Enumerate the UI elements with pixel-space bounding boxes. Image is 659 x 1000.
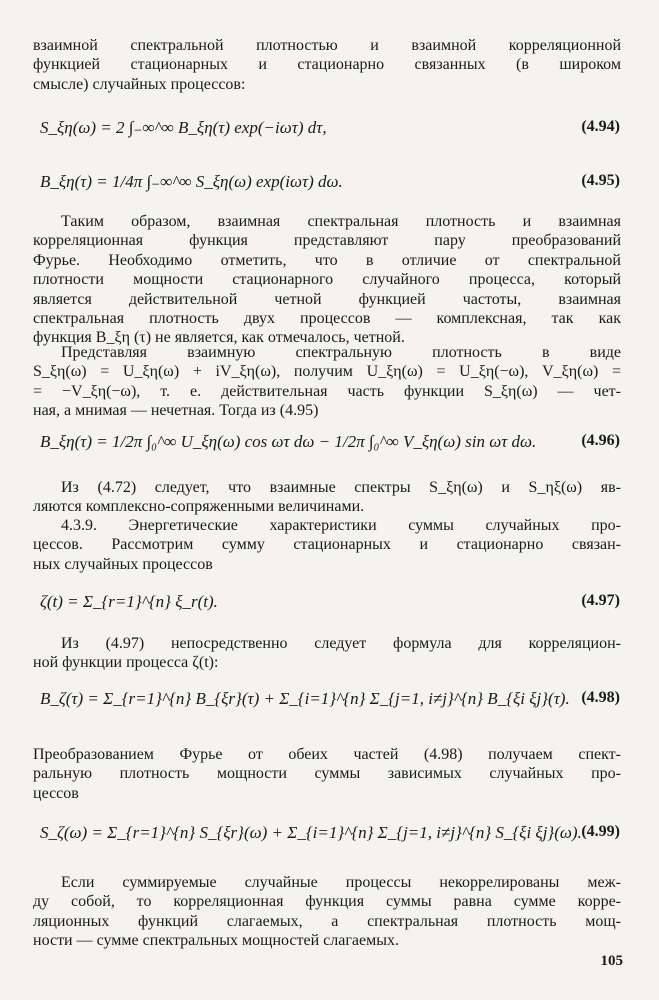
text-line: плотности мощности стационарного случайного процесса, который [33,271,621,289]
paragraph-spectral-sum [33,745,621,803]
text-line: Фурье. Необходимо отметить, что в отличие от спектральной [33,251,621,269]
equation-4-97 [40,578,620,630]
paragraph-representation [33,343,621,421]
equation-number: (4.96) [581,432,620,449]
text-line: ной функции процесса ζ(t): [33,654,219,672]
text-line: ная, а мнимая — нечетная. Тогда из (4.95) [33,402,319,420]
equation-4-94 [40,104,620,156]
text-line: 4.3.9. Энергетические характеристики суммы случайных про- [61,517,621,534]
text-line: спектральная плотность двух процессов — комплексная, так как [33,310,621,328]
text-line: цессов. Рассмотрим сумму стационарных и стационарно связан- [33,536,621,554]
equation-number: (4.95) [581,172,620,189]
text-line: Из (4.97) непосредственно следует формула для корреляцион- [61,635,621,652]
text-line: ду собой, то корреляционная функция суммы равна сумме корре- [33,893,621,911]
equation-number: (4.99) [581,823,620,840]
text-line: Из (4.72) следует, что взаимные спектры S_ξη(ω) и S_ηξ(ω) яв- [61,479,621,496]
equation-body: S_ξη(ω) = 2 ∫₋∞^∞ B_ξη(τ) exp(−iωτ) dτ, [40,118,327,137]
equation-4-95 [40,158,620,210]
equation-4-96 [40,418,620,470]
text-line: функцией стационарных и стационарно связанных (в широком [33,56,621,74]
equation-body: S_ζ(ω) = Σ_{r=1}^{n} S_{ξr}(ω) + Σ_{i=1}^{n} Σ_{j=1, i≠j}^{n} S_{ξi ξj}(ω). [40,823,582,842]
equation-body: B_ζ(τ) = Σ_{r=1}^{n} B_{ξr}(τ) + Σ_{i=1}^{n} Σ_{j=1, i≠j}^{n} B_{ξi ξj}(τ). [40,689,570,708]
text-line: Если суммируемые случайные процессы некоррелированы меж- [61,874,621,891]
text-line: Представляя взаимную спектральную плотность в виде [61,344,621,361]
section-4-3-9 [33,516,621,574]
intro-paragraph [33,36,621,94]
equation-4-99 [40,809,620,861]
equation-number: (4.94) [581,118,620,135]
text-line: ных случайных процессов [33,555,213,573]
text-line: функция B_ξη (τ) не является, как отмечалось, четной. [33,329,405,347]
equation-body: B_ξη(τ) = 1/4π ∫₋∞^∞ S_ξη(ω) exp(iωτ) dω. [40,172,343,191]
text-line: ности — сумме спектральных мощностей слагаемых. [33,932,399,950]
paragraph-correlation-sum [33,634,621,673]
text-line: ляются комплексно-сопряженными величинами. [33,498,365,516]
text-line: взаимной спектральной плотностью и взаимной корреляционной [33,37,621,54]
text-line: S_ξη(ω) = U_ξη(ω) + iV_ξη(ω), получим U_ξη(ω) = U_ξη(−ω), V_ξη(ω) = [33,363,621,381]
text-line: = −V_ξη(−ω), т. е. действительная часть функции S_ξη(ω) — чет- [33,382,621,400]
text-line: Преобразованием Фурье от обеих частей (4.98) получаем спект- [33,746,621,763]
text-line: корреляционная функция представляют пару преобразований [33,232,621,250]
text-line: является действительной четной функцией частоты, взаимная [33,290,621,308]
text-line: ляционных функций слагаемых, а спектральная плотность мощ- [33,912,621,930]
text-line: ральную плотность мощности суммы зависимых случайных про- [33,765,621,783]
equation-number: (4.97) [581,592,620,609]
equation-body: B_ξη(τ) = 1/2π ∫₀^∞ U_ξη(ω) cos ωτ dω − 1/2π ∫₀^∞ V_ξη(ω) sin ωτ dω. [40,432,537,451]
paragraph-fourier-pair [33,212,621,348]
text-line: смысле) случайных процессов: [33,75,246,93]
page-number: 105 [600,953,623,969]
equation-body: ζ(t) = Σ_{r=1}^{n} ξ_r(t). [40,592,218,611]
paragraph-uncorrelated [33,873,621,951]
equation-4-98 [40,675,620,727]
equation-number: (4.98) [581,689,620,706]
text-line: цессов [33,784,79,802]
paragraph-conjugate [33,478,621,517]
text-line: Таким образом, взаимная спектральная плотность и взаимная [61,213,621,230]
